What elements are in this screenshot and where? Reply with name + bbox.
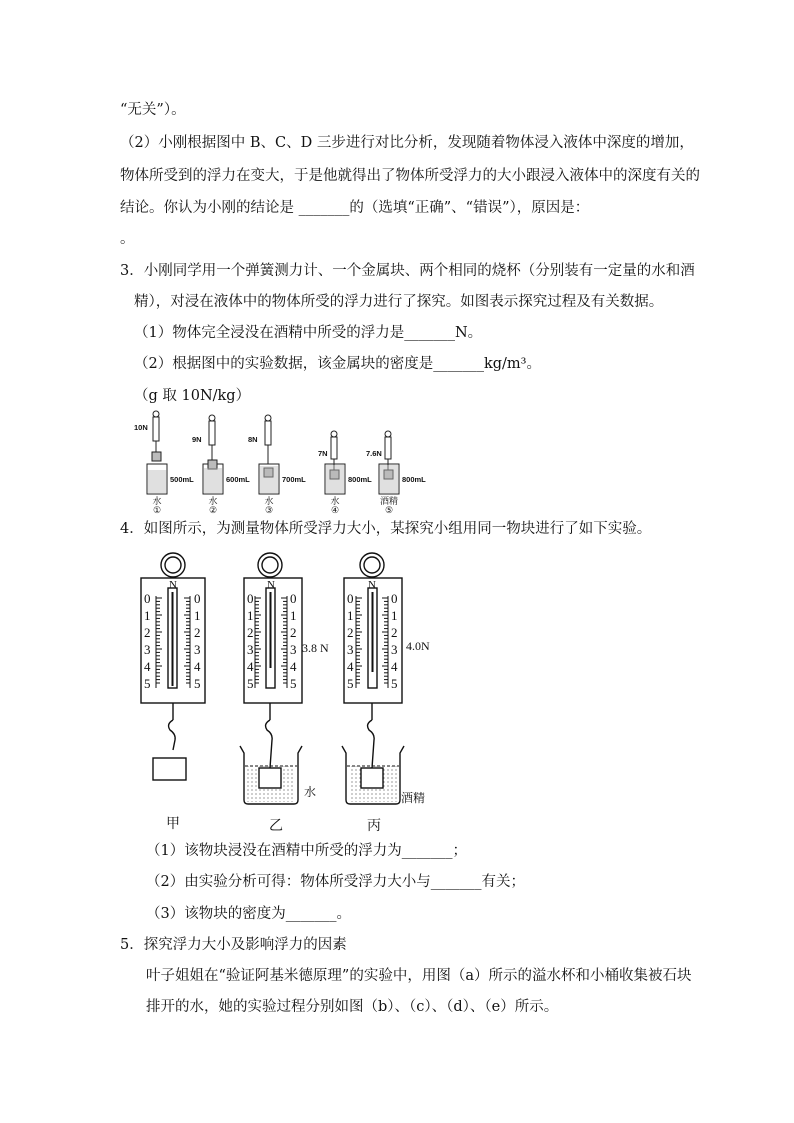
step-number: ③ bbox=[264, 506, 274, 514]
question-3-stem: 3．小刚同学用一个弹簧测力计、一个金属块、两个相同的烧杯（分别装有一定量的水和酒 bbox=[120, 263, 695, 279]
scale-tick-label: 2 bbox=[391, 625, 398, 640]
question-4-stem: 4．如图所示，为测量物体所受浮力大小，某探究小组用同一物块进行了如下实验。 bbox=[120, 521, 652, 537]
liquid-label: 水 bbox=[264, 497, 274, 507]
scale-tick-label: 2 bbox=[144, 625, 151, 640]
text-line: 。 bbox=[120, 231, 135, 247]
scale-tick-label: 3 bbox=[247, 642, 254, 657]
unit-label: N bbox=[169, 579, 177, 591]
question-3-part-2: （2）根据图中的实验数据，该金属块的密度是_______kg/m³。 bbox=[134, 356, 541, 372]
unit-label: N bbox=[368, 579, 376, 591]
volume-label: 500mL bbox=[170, 475, 194, 484]
scale-tick-label: 0 bbox=[194, 591, 201, 606]
scale-tick-label: 2 bbox=[347, 625, 354, 640]
volume-label: 800mL bbox=[348, 475, 372, 484]
figure-spring-scales bbox=[130, 548, 450, 838]
caption-label: 乙 bbox=[269, 818, 283, 834]
scale-tick-label: 5 bbox=[144, 676, 151, 691]
scale-tick-label: 4 bbox=[347, 659, 354, 674]
scale-tick-label: 1 bbox=[144, 608, 151, 623]
caption-label: 丙 bbox=[367, 818, 381, 834]
scale-tick-label: 1 bbox=[194, 608, 201, 623]
scale-tick-label: 0 bbox=[391, 591, 398, 606]
unit-label: N bbox=[267, 579, 275, 591]
liquid-label: 酒精 bbox=[379, 497, 399, 507]
question-5-text: 叶子姐姐在“验证阿基米德原理”的实验中，用图（a）所示的溢水杯和小桶收集被石块 bbox=[146, 968, 692, 984]
step-number: ① bbox=[152, 506, 162, 514]
question-3-stem: 精），对浸在液体中的物体所受的浮力进行了探究。如图表示探究过程及有关数据。 bbox=[134, 294, 664, 310]
reading-label: 4.0N bbox=[406, 639, 430, 653]
liquid-label: 水 bbox=[330, 497, 340, 507]
scale-tick-label: 2 bbox=[290, 625, 297, 640]
question-5-text: 排开的水，她的实验过程分别如图（b）、（c）、（d）、（e）所示。 bbox=[146, 999, 559, 1015]
scale-tick-label: 2 bbox=[247, 625, 254, 640]
liquid-label: 水 bbox=[304, 785, 317, 799]
scale-tick-label: 1 bbox=[290, 608, 297, 623]
scale-tick-label: 3 bbox=[194, 642, 201, 657]
liquid-label: 水 bbox=[208, 497, 218, 507]
question-3-part-1: （1）物体完全浸没在酒精中所受的浮力是_______N。 bbox=[134, 325, 483, 341]
text-line: 结论。你认为小刚的结论是 _______的（选填“正确”、“错误”），原因是： bbox=[120, 200, 590, 216]
force-label: 7.6N bbox=[366, 449, 382, 458]
force-label: 9N bbox=[192, 435, 202, 444]
scale-tick-label: 0 bbox=[247, 591, 254, 606]
caption-label: 甲 bbox=[166, 816, 180, 832]
volume-label: 600mL bbox=[226, 475, 250, 484]
scale-tick-label: 1 bbox=[391, 608, 398, 623]
scale-tick-label: 4 bbox=[144, 659, 151, 674]
scale-tick-label: 5 bbox=[290, 676, 297, 691]
liquid-label: 酒精 bbox=[401, 791, 426, 805]
question-3-note: （g 取 10N/kg） bbox=[134, 388, 251, 404]
question-4-part-2: （2）由实验分析可得：物体所受浮力大小与_______有关； bbox=[146, 874, 525, 890]
scale-tick-label: 5 bbox=[247, 676, 254, 691]
force-label: 8N bbox=[248, 435, 258, 444]
text-line: 物体所受到的浮力在变大，于是他就得出了物体所受浮力的大小跟浸入液体中的深度有关的 bbox=[120, 168, 700, 184]
scale-tick-label: 4 bbox=[391, 659, 398, 674]
question-4-part-1: （1）该物块浸没在酒精中所受的浮力为_______； bbox=[146, 843, 467, 859]
scale-tick-label: 3 bbox=[144, 642, 151, 657]
scale-tick-label: 5 bbox=[347, 676, 354, 691]
scale-tick-label: 3 bbox=[347, 642, 354, 657]
text-line: （2）小刚根据图中 B、C、D 三步进行对比分析，发现随着物体浸入液体中深度的增加， bbox=[120, 135, 694, 151]
text-line: “无关”）。 bbox=[120, 102, 186, 118]
scale-tick-label: 1 bbox=[347, 608, 354, 623]
scale-tick-label: 4 bbox=[194, 659, 201, 674]
figure-beakers bbox=[130, 408, 440, 514]
scale-tick-label: 5 bbox=[391, 676, 398, 691]
scale-tick-label: 0 bbox=[290, 591, 297, 606]
step-number: ④ bbox=[330, 506, 340, 514]
question-5-title: 5．探究浮力大小及影响浮力的因素 bbox=[120, 937, 347, 953]
scale-tick-label: 4 bbox=[247, 659, 254, 674]
reading-label: 3.8 N bbox=[302, 641, 329, 655]
scale-tick-label: 3 bbox=[290, 642, 297, 657]
force-label: 7N bbox=[318, 449, 328, 458]
volume-label: 700mL bbox=[282, 475, 306, 484]
scale-tick-label: 1 bbox=[247, 608, 254, 623]
scale-tick-label: 0 bbox=[347, 591, 354, 606]
step-number: ⑤ bbox=[384, 506, 394, 514]
scale-tick-label: 5 bbox=[194, 676, 201, 691]
question-4-part-3: （3）该物块的密度为_______。 bbox=[146, 906, 351, 922]
scale-tick-label: 3 bbox=[391, 642, 398, 657]
scale-tick-label: 4 bbox=[290, 659, 297, 674]
force-label: 10N bbox=[134, 423, 148, 432]
liquid-label: 水 bbox=[152, 497, 162, 507]
volume-label: 800mL bbox=[402, 475, 426, 484]
scale-tick-label: 2 bbox=[194, 625, 201, 640]
step-number: ② bbox=[208, 506, 218, 514]
scale-tick-label: 0 bbox=[144, 591, 151, 606]
